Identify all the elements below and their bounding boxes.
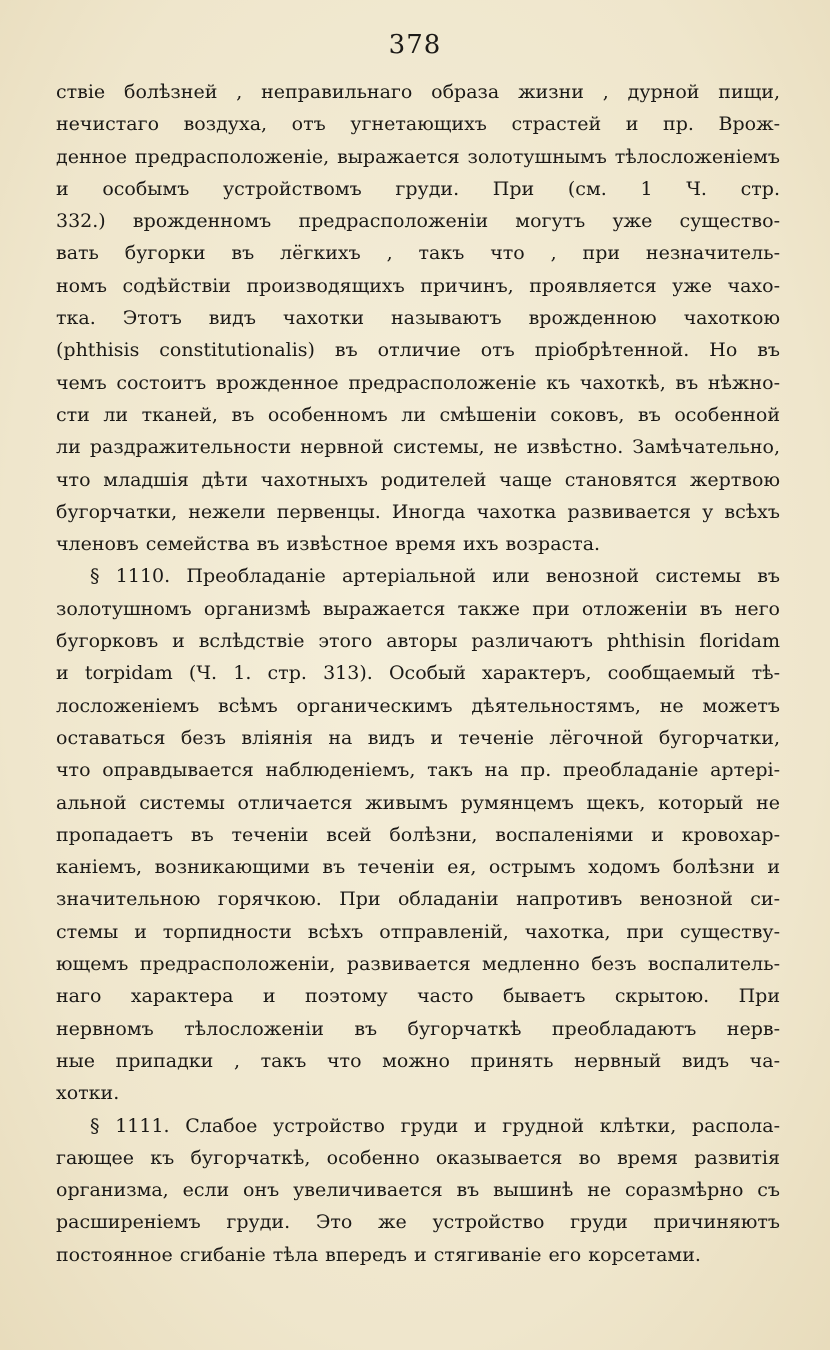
page-number: 378	[388, 30, 442, 60]
text-line: организма, если онъ увеличивается въ вышинѣ не соразмѣрно съ	[56, 1179, 780, 1202]
text-line: бугорчатки, нежели первенцы. Иногда чахотка развивается у всѣхъ	[56, 500, 780, 523]
body-text	[56, 76, 780, 1271]
text-line: золотушномъ организмѣ выражается также при отложеніи въ него	[56, 597, 780, 620]
text-line: нервномъ тѣлосложеніи въ бугорчаткѣ преобладаютъ нерв-	[56, 1017, 780, 1040]
paragraph	[56, 1110, 780, 1271]
text-line: ли раздражительности нервной системы, не извѣстно. Замѣчательно,	[56, 436, 780, 459]
text-line: и torpidam (Ч. 1. стр. 313). Особый характеръ, сообщаемый тѣ-	[56, 662, 780, 685]
text-line: нечистаго воздуха, отъ угнетающихъ страстей и пр. Врож-	[56, 113, 780, 136]
text-line: тка. Этотъ видъ чахотки называютъ врожденною чахоткою	[56, 307, 780, 330]
text-line: стемы и торпидности всѣхъ отправленій, чахотка, при существу-	[56, 920, 780, 943]
text-line: и особымъ устройствомъ груди. При (см. 1 Ч. стр.	[56, 177, 780, 200]
text-line: бугорковъ и вслѣдствіе этого авторы различаютъ phthisin floridam	[56, 630, 780, 653]
text-line: гающее къ бугорчаткѣ, особенно оказывается во время развитія	[56, 1146, 780, 1169]
text-line: членовъ семейства въ извѣстное время ихъ возраста.	[56, 533, 601, 556]
text-line: (phthisis constitutionalis) въ отличие отъ пріобрѣтенной. Но въ	[56, 339, 780, 362]
text-line: альной системы отличается живымъ румянцемъ щекъ, который не	[56, 791, 780, 814]
text-line: постоянное сгибаніе тѣла впередъ и стягиваніе его корсетами.	[56, 1243, 701, 1266]
text-line: ющемъ предрасположеніи, развивается медленно безъ воспалитель-	[56, 953, 780, 976]
text-line: § 1110. Преобладаніе артеріальной или венозной системы въ	[90, 565, 780, 588]
text-line: наго характера и поэтому часто бываетъ скрытою. При	[56, 985, 780, 1008]
text-line: § 1111. Слабое устройство груди и грудной клѣтки, распола-	[90, 1114, 780, 1137]
text-line: чемъ состоитъ врожденное предрасположеніе къ чахоткѣ, въ нѣжно-	[56, 371, 780, 394]
text-line: каніемъ, возникающими въ теченіи ея, острымъ ходомъ болѣзни и	[56, 856, 780, 879]
text-line: что младшія дѣти чахотныхъ родителей чаще становятся жертвою	[56, 468, 780, 491]
paragraph	[56, 560, 780, 1109]
text-line: что оправдывается наблюденіемъ, такъ на пр. преобладаніе артері-	[56, 759, 780, 782]
text-line: ные припадки , такъ что можно принять нервный видъ ча-	[56, 1049, 780, 1072]
text-line: вать бугорки въ лёгкихъ , такъ что , при незначитель-	[56, 242, 780, 265]
text-line: оставаться безъ вліянія на видъ и теченіе лёгочной бугорчатки,	[56, 726, 780, 749]
text-line: хотки.	[56, 1082, 120, 1105]
text-line: ствіе болѣзней , неправильнаго образа жизни , дурной пищи,	[56, 81, 780, 103]
text-line: 332.) врожденномъ предрасположеніи могутъ уже существо-	[56, 210, 780, 233]
text-line: сти ли тканей, въ особенномъ ли смѣшеніи соковъ, въ особенной	[56, 403, 780, 426]
paragraph	[56, 76, 780, 560]
text-line: пропадаетъ въ теченіи всей болѣзни, воспаленіями и кровохар-	[56, 823, 780, 846]
text-line: денное предрасположеніе, выражается золотушнымъ тѣлосложеніемъ	[56, 145, 780, 168]
text-line: расширеніемъ груди. Это же устройство груди причиняютъ	[56, 1211, 780, 1234]
text-line: значительною горячкою. При обладаніи напротивъ венозной си-	[56, 888, 780, 911]
text-line: номъ содѣйствіи производящихъ причинъ, проявляется уже чахо-	[56, 274, 780, 297]
text-line: лосложеніемъ всѣмъ органическимъ дѣятельностямъ, не можетъ	[56, 694, 780, 717]
